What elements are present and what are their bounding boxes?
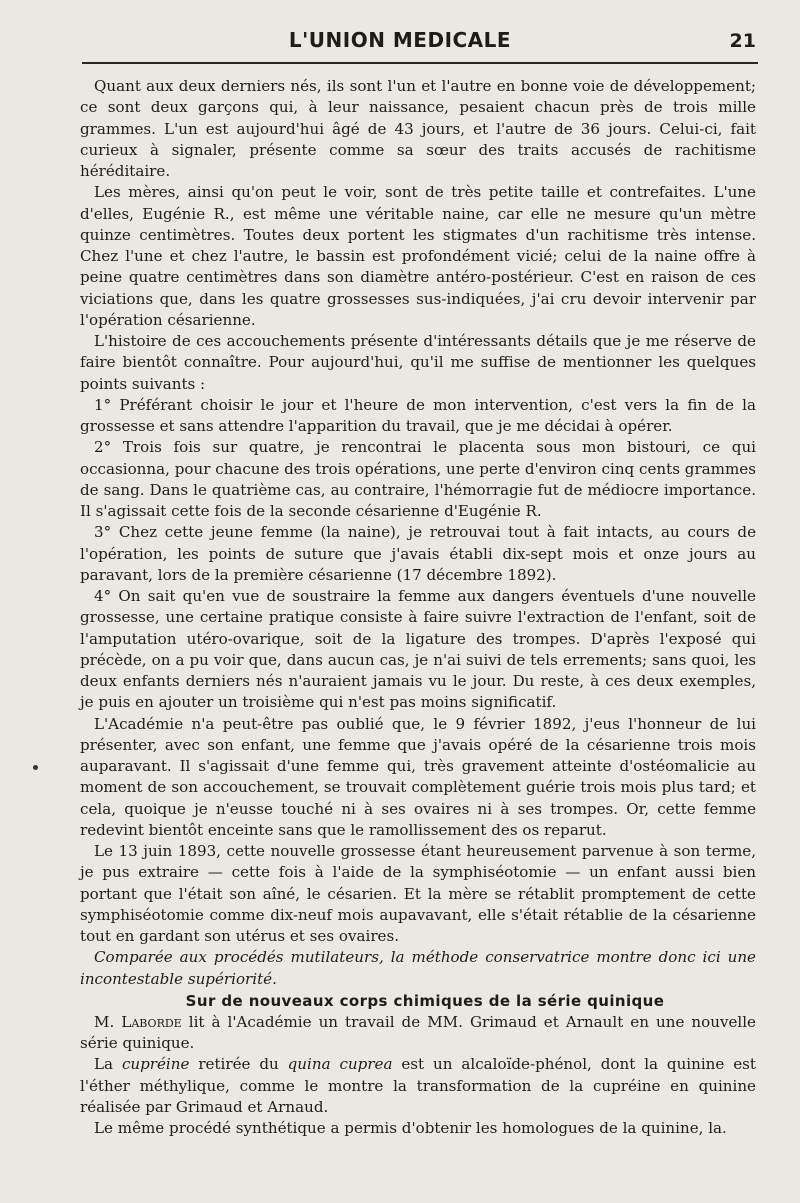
paragraph-8: L'Académie n'a peut-être pas oublié que, le 9 février 1892, j'eus l'honneur de lui présenter, avec son enfant, une femme que j'avais opéré de la césarienne trois mois auparavant. Il s'agissait d'une femme qui, très gravement atteinte d'ostéomalicie au moment de son accouchement, se trouvait complètement guérie trois mois plus tard; et cela, quoique je n'eusse touché ni à ses ovaires ni à ses trompes. Or, cette femme redevint bientôt enceinte sans que le ramollissement des os reparut. (80, 714, 756, 839)
p12-part-b: retirée du (189, 1055, 288, 1074)
section-heading: Sur de nouveaux corps chimiques de la série quinique (185, 991, 665, 1010)
paragraph-3: L'histoire de ces accouchements présente d'intéressants détails que je me réserve de faire bientôt connaître. Pour aujourd'hui, qu'il me suffise de mentionner les quelques points suivants : (80, 332, 756, 393)
journal-title: L'UNION MEDICALE (288, 28, 512, 52)
paragraph-6: 3° Chez cette jeune femme (la naine), je retrouvai tout à fait intacts, au cours de l'opération, les points de suture que j'avais établi dix-sept mois et onze jours au paravant, lors de la première césarienne (17 décembre 1892). (80, 523, 756, 584)
article-body (80, 76, 756, 1139)
margin-mark (33, 765, 38, 770)
conclusion-paragraph: Comparée aux procédés mutilateurs, la méthode conservatrice montre donc ici une incontestable supériorité. (80, 948, 756, 988)
paragraph-9: Le 13 juin 1893, cette nouvelle grossesse étant heureusement parvenue à son terme, je pus extraire — cette fois à l'aide de la symphiséotomie — un enfant aussi bien portant que l'était son aîné, le césarien. Et la mère se rétablit promptement de cette symphiséotomie comme dix-neuf mois aupavavant, elle s'était rétablie de la césarienne tout en gardant son utérus et ses ovaires. (80, 842, 756, 945)
term-quina-cuprea: quina cuprea (287, 1055, 393, 1074)
term-cupreine: cupréine (121, 1055, 190, 1074)
paragraph-11-text: lit à l'Académie un travail de MM. Grimaud et Arnault en une nouvelle série quinique. (80, 1012, 756, 1052)
header-rule (82, 62, 758, 64)
p12-part-c: est un alcaloïde-phénol, dont la quinine est l'éther méthylique, comme le montre la transformation de la cupréine en quinine réalisée par Grimaud et Arnaud. (80, 1055, 756, 1116)
page-number: 21 (729, 30, 756, 52)
paragraph-13: Le même procédé synthétique a permis d'obtenir les homologues de la quinine, la. (94, 1119, 727, 1137)
paragraph-2: Les mères, ainsi qu'on peut le voir, sont de très petite taille et contrefaites. L'une d'elles, Eugénie R., est même une véritable naine, car elle ne mesure qu'un mètre quinze centimètres. Toutes deux portent les stigmates d'un rachitisme très intense. Chez l'une et chez l'autre, le bassin est profondément vicié; celui de la naine offre à peine quatre centimètres dans son diamètre antéro-postérieur. C'est en raison de ces viciations que, dans les quatre grossesses sus-indiquées, j'ai cru devoir intervenir par l'opération césarienne. (80, 183, 756, 329)
paragraph-11 (80, 1012, 756, 1055)
paragraph-12 (80, 1054, 756, 1118)
paragraph-7: 4° On sait qu'en vue de soustraire la femme aux dangers éventuels d'une nouvelle grossesse, une certaine pratique consiste à faire suivre l'extraction de l'enfant, soit de l'amputation utéro-ovarique, soit de la ligature des trompes. D'après l'exposé qui précède, on a pu voir que, dans aucun cas, je n'ai suivi de tels errements; sans quoi, les deux enfants derniers nés n'auraient jamais vu le jour. Du reste, à ces deux exemples, je puis en ajouter un troisième qui n'est pas moins significatif. (80, 587, 756, 712)
paragraph-5: 2° Trois fois sur quatre, je rencontrai le placenta sous mon bistouri, ce qui occasionna, pour chacune des trois opérations, une perte d'environ cinq cents grammes de sang. Dans le quatrième cas, au contraire, l'hémorragie fut de médiocre importance. Il s'agissait cette fois de la seconde césarienne d'Eugénie R. (80, 438, 756, 520)
running-header (0, 28, 800, 56)
p12-part-a: La (94, 1055, 122, 1074)
paragraph-1: Quant aux deux derniers nés, ils sont l'un et l'autre en bonne voie de développement; ce sont deux garçons qui, à leur naissance, pesaient chacun près de trois mille grammes. L'un est aujourd'hui âgé de 43 jours, et l'autre de 36 jours. Celui-ci, fait curieux à signaler, présente comme sa sœur des traits accusés de rachitisme héréditaire. (80, 77, 756, 180)
author-name: M. Laborde (94, 1012, 182, 1031)
paragraph-4: 1° Préférant choisir le jour et l'heure de mon intervention, c'est vers la fin de la grossesse et sans attendre l'apparition du travail, que je me décidai à opérer. (80, 395, 756, 435)
